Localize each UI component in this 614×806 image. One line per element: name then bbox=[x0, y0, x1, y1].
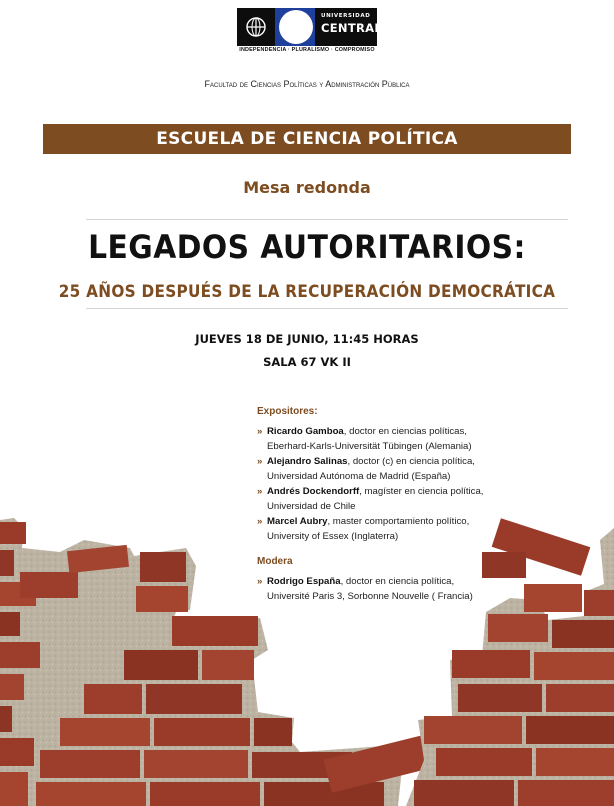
bullet-icon: » bbox=[257, 516, 263, 527]
speaker-institution: Universidad de Chile bbox=[267, 501, 356, 512]
speaker-item bbox=[257, 424, 577, 454]
bullet-icon: » bbox=[257, 456, 263, 467]
faculty-name: Facultad de Ciencias Políticas y Administración Pública bbox=[204, 79, 410, 89]
university-logo bbox=[237, 8, 382, 56]
event-title: LEGADOS AUTORITARIOS: bbox=[88, 228, 526, 266]
moderator-heading: Modera bbox=[257, 556, 293, 567]
speakers-panel bbox=[257, 404, 577, 604]
speaker-institution: Eberhard-Karls-Universität Tübingen (Alemania) bbox=[267, 441, 472, 452]
speaker-item bbox=[257, 454, 577, 484]
event-venue: SALA 67 VK II bbox=[263, 355, 351, 369]
school-banner: ESCUELA DE CIENCIA POLÍTICA bbox=[43, 124, 571, 154]
speaker-degree: , magíster en ciencia política, bbox=[359, 486, 484, 497]
event-type: Mesa redonda bbox=[243, 178, 371, 197]
speakers-heading: Expositores: bbox=[257, 406, 318, 417]
logo-dark-block bbox=[237, 8, 382, 46]
moderator-degree: , doctor en ciencia política, bbox=[340, 576, 455, 587]
divider-top bbox=[86, 219, 568, 220]
speaker-item bbox=[257, 514, 577, 544]
logo-wordmark bbox=[321, 14, 382, 34]
speaker-institution: Universidad Autónoma de Madrid (España) bbox=[267, 471, 451, 482]
speaker-name: Andrés Dockendorff bbox=[267, 486, 360, 497]
speaker-name: Ricardo Gamboa bbox=[267, 426, 344, 437]
divider-bottom bbox=[86, 308, 568, 309]
speaker-name: Marcel Aubry bbox=[267, 516, 328, 527]
globe-icon bbox=[246, 17, 266, 37]
speaker-institution: University of Essex (Inglaterra) bbox=[267, 531, 399, 542]
moderator-item bbox=[257, 574, 577, 604]
bullet-icon: » bbox=[257, 426, 263, 437]
logo-motto: INDEPENDENCIA · PLURALISMO · COMPROMISO bbox=[239, 47, 375, 53]
moderator-name: Rodrigo España bbox=[267, 576, 341, 587]
logo-blue-square bbox=[275, 8, 315, 46]
bullet-icon: » bbox=[257, 576, 263, 587]
speaker-item bbox=[257, 484, 577, 514]
speaker-name: Alejandro Salinas bbox=[267, 456, 348, 467]
speaker-degree: , doctor (c) en ciencia política, bbox=[347, 456, 475, 467]
speaker-degree: , master comportamiento político, bbox=[327, 516, 470, 527]
bullet-icon: » bbox=[257, 486, 263, 497]
event-datetime: JUEVES 18 DE JUNIO, 11:45 HORAS bbox=[195, 332, 419, 346]
logo-line2: CENTRAL bbox=[321, 20, 382, 35]
event-subtitle: 25 AÑOS DESPUÉS DE LA RECUPERACIÓN DEMOCRÁTICA bbox=[58, 282, 556, 302]
logo-line1: UNIVERSIDAD bbox=[321, 13, 371, 19]
speaker-degree: , doctor en ciencias políticas, bbox=[343, 426, 467, 437]
moderator-institution: Université Paris 3, Sorbonne Nouvelle ( Francia) bbox=[267, 591, 473, 602]
